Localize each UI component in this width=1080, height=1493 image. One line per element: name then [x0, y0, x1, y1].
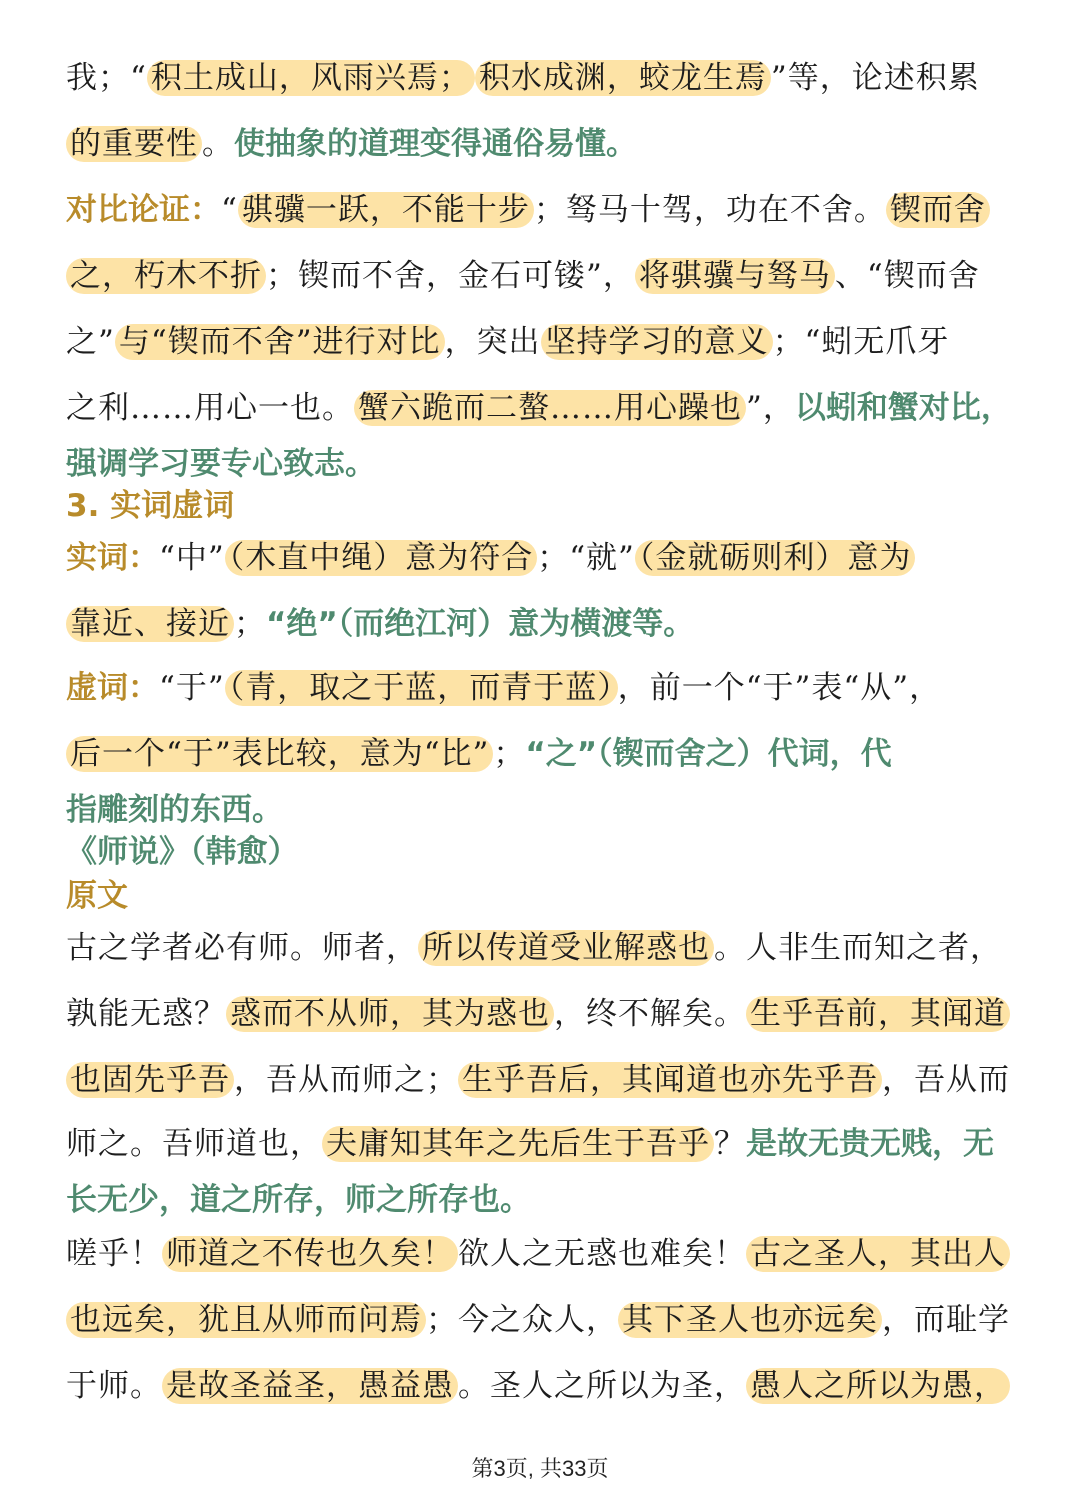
body-text: 。	[202, 126, 234, 162]
body-text: ；“就”	[537, 540, 635, 576]
body-text: 我；“	[66, 60, 147, 96]
highlighted-text: 惑而不从师，其为惑也	[226, 996, 554, 1032]
body-text: 师之。吾师道也，	[66, 1126, 322, 1162]
body-text: ”等，论述积累	[770, 60, 980, 96]
body-text: 、“锲而舍	[834, 258, 980, 294]
body-text: 嗟乎！	[66, 1236, 162, 1272]
body-text: 之”	[66, 324, 115, 360]
highlighted-text: 其下圣人也亦远矣	[618, 1302, 882, 1338]
highlighted-text: 坚持学习的意义	[541, 324, 773, 360]
text-line	[66, 252, 1016, 300]
text-line	[66, 384, 1016, 432]
body-text: 孰能无惑？	[66, 996, 226, 1032]
highlighted-text: 后一个“于”表比较，意为“比”	[66, 736, 493, 772]
highlighted-text: 锲而舍	[886, 192, 990, 228]
highlighted-text: 所以传道受业解惑也	[418, 930, 714, 966]
body-text: ；锲而不舍，金石可镂”，	[266, 258, 635, 294]
annotation-text: “之”（锲而舍之）代词，代	[525, 736, 892, 772]
body-text: 。人非生而知之者，	[714, 930, 1002, 966]
body-text: ，前一个“于”表“从”，	[617, 670, 942, 706]
highlighted-text: 也远矣，犹且从师而问焉	[66, 1302, 426, 1338]
annotation-text: 以蚓和蟹对比，	[794, 390, 1012, 426]
text-line	[66, 786, 1016, 834]
section-label: 3. 实词虚词	[66, 488, 235, 524]
highlighted-text: 积土成山，风雨兴焉；	[147, 60, 475, 96]
page-number: 第3页, 共33页	[471, 1456, 609, 1481]
body-text: ；驽马十驾，功在不舍。	[533, 192, 886, 228]
text-line	[66, 440, 1016, 488]
section-label: 原文	[66, 878, 128, 914]
body-text: ，终不解矣。	[554, 996, 746, 1032]
body-text: ；今之众人，	[426, 1302, 618, 1338]
text-line	[66, 924, 1016, 972]
text-line	[66, 482, 1016, 530]
text-line	[66, 186, 1016, 234]
body-text: ，而耻学	[882, 1302, 1010, 1338]
highlighted-text: 是故圣益圣，愚益愚	[162, 1368, 458, 1404]
body-text: “	[221, 192, 238, 228]
text-line	[66, 318, 1016, 366]
highlighted-text: 骐骥一跃，不能十步	[238, 192, 534, 228]
text-line	[66, 54, 1016, 102]
highlighted-text: 积水成渊，蛟龙生焉	[475, 60, 771, 96]
text-line	[66, 120, 1016, 168]
highlighted-text: （木直中绳）意为符合	[225, 540, 538, 576]
text-line	[66, 600, 1016, 648]
text-line	[66, 1176, 1016, 1224]
highlighted-text: 古之圣人，其出人	[746, 1236, 1010, 1272]
text-line	[66, 1056, 1016, 1104]
highlighted-text: 也固先乎吾	[66, 1062, 234, 1098]
highlighted-text: 师道之不传也久矣！	[162, 1236, 458, 1272]
highlighted-text: 的重要性	[66, 126, 202, 162]
highlighted-text: 愚人之所以为愚，	[746, 1368, 1010, 1404]
highlighted-text: 之，朽木不折	[66, 258, 266, 294]
text-line	[66, 730, 1016, 778]
text-line	[66, 1296, 1016, 1344]
text-line	[66, 1120, 1016, 1168]
highlighted-text: （青，取之于蓝，而青于蓝）	[225, 670, 618, 706]
annotation-text: 《师说》（韩愈）	[66, 834, 299, 870]
body-text: ，吾从而	[882, 1062, 1010, 1098]
section-label: 虚词：	[66, 670, 159, 706]
annotation-text: 强调学习要专心致志。	[66, 446, 376, 482]
body-text: 欲人之无惑也难矣！	[458, 1236, 746, 1272]
body-text: ；	[234, 606, 266, 642]
body-text: “中”	[159, 540, 225, 576]
highlighted-text: 夫庸知其年之先后生于吾乎	[322, 1126, 714, 1162]
section-label: 对比论证：	[66, 192, 221, 228]
highlighted-text: 将骐骥与驽马	[635, 258, 835, 294]
text-line	[66, 1230, 1016, 1278]
body-text: ；“蚓无爪牙	[772, 324, 950, 360]
text-line	[66, 872, 1016, 920]
text-line	[66, 1362, 1016, 1410]
body-text: 古之学者必有师。师者，	[66, 930, 418, 966]
body-text: ？	[714, 1126, 746, 1162]
text-line	[66, 534, 1016, 582]
annotation-text: 指雕刻的东西。	[66, 792, 283, 828]
body-text: ”，	[746, 390, 795, 426]
body-text: ，吾从而师之；	[234, 1062, 458, 1098]
text-line	[66, 664, 1016, 712]
text-line	[66, 828, 1016, 876]
highlighted-text: 生乎吾前，其闻道	[746, 996, 1010, 1032]
body-text: ，突出	[444, 324, 541, 360]
annotation-text: 是故无贵无贱，无	[746, 1126, 994, 1162]
text-line	[66, 990, 1016, 1038]
section-label: 实词：	[66, 540, 159, 576]
body-text: 于师。	[66, 1368, 162, 1404]
highlighted-text: 与“锲而不舍”进行对比	[115, 324, 445, 360]
annotation-text: 使抽象的道理变得通俗易懂。	[234, 126, 637, 162]
highlighted-text: （金就砺则利）意为	[635, 540, 916, 576]
annotation-text: “绝”（而绝江河）意为横渡等。	[266, 606, 695, 642]
body-text: ；	[493, 736, 526, 772]
body-text: 之利……用心一也。	[66, 390, 354, 426]
annotation-text: 长无少，道之所存，师之所存也。	[66, 1182, 531, 1218]
highlighted-text: 生乎吾后，其闻道也亦先乎吾	[458, 1062, 882, 1098]
body-text: “于”	[159, 670, 225, 706]
highlighted-text: 蟹六跪而二螯……用心躁也	[354, 390, 746, 426]
body-text: 。圣人之所以为圣，	[458, 1368, 746, 1404]
highlighted-text: 靠近、接近	[66, 606, 234, 642]
